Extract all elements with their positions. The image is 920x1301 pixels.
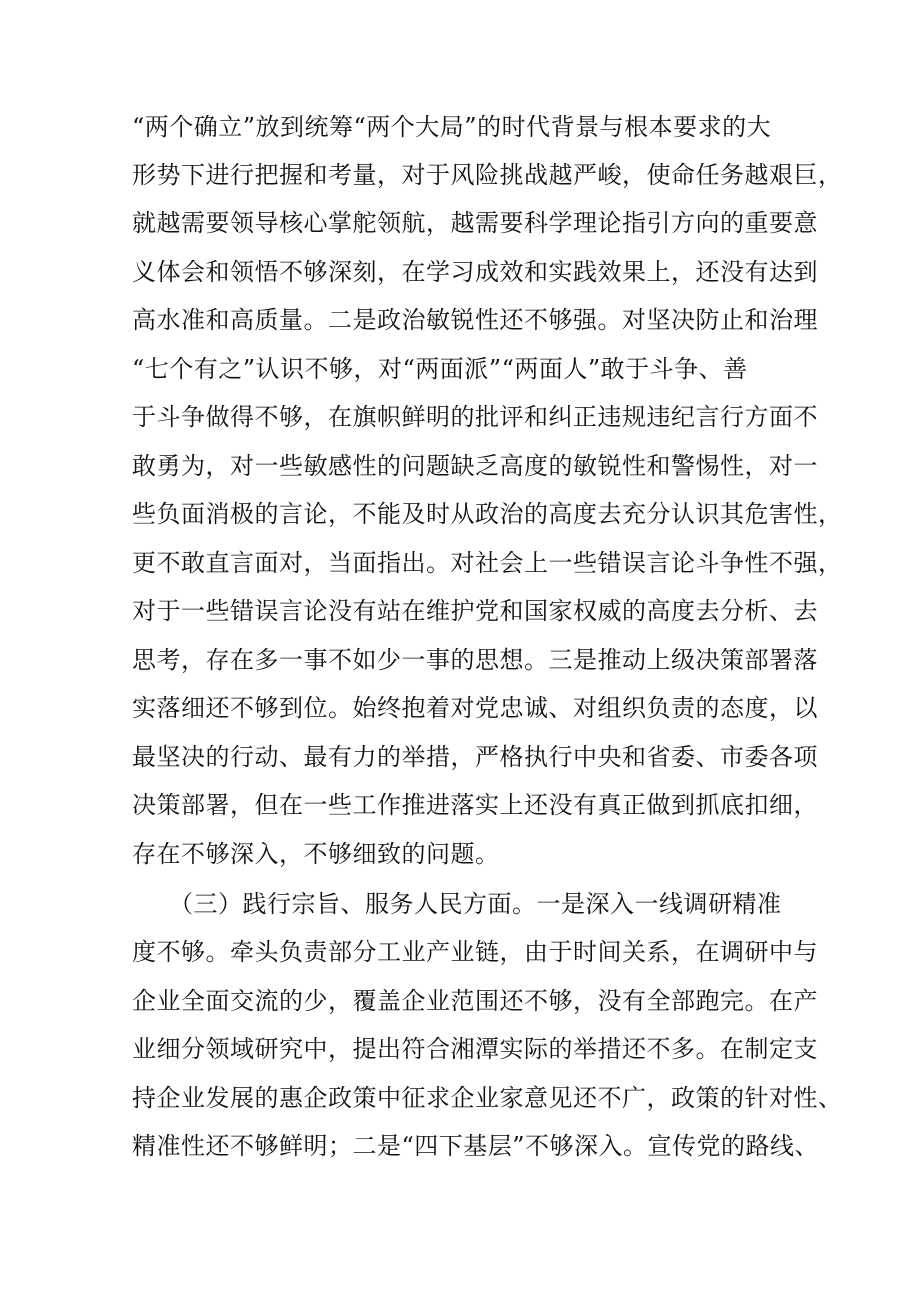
text-line: 对于一些错误言论没有站在维护党和国家权威的高度去分析、去 bbox=[132, 597, 818, 625]
text-line: 存在不够深入，不够细致的问题。 bbox=[132, 840, 500, 868]
text-line: “两个确立”放到统筹“两个大局”的时代背景与根本要求的大 bbox=[132, 113, 772, 141]
text-line: 就越需要领导核心掌舵领航，越需要科学理论指引方向的重要意 bbox=[132, 209, 818, 237]
text-line: 度不够。牵头负责部分工业产业链，由于时间关系，在调研中与 bbox=[132, 938, 818, 966]
text-line: 思考，存在多一事不如少一事的思想。三是推动上级决策部署落 bbox=[132, 646, 818, 674]
text-line: 更不敢直言面对，当面指出。对社会上一些错误言论斗争性不强， bbox=[132, 549, 843, 577]
text-line: 企业全面交流的少，覆盖企业范围还不够，没有全部跑完。在产 bbox=[132, 987, 818, 1015]
text-line: 决策部署，但在一些工作推进落实上还没有真正做到抓底扣细， bbox=[132, 791, 818, 819]
text-line: 义体会和领悟不够深刻，在学习成效和实践效果上，还没有达到 bbox=[132, 258, 818, 286]
text-line: 业细分领域研究中，提出符合湘潭实际的举措还不多。在制定支 bbox=[132, 1035, 818, 1063]
text-line: “七个有之”认识不够，对“两面派”“两面人”敢于斗争、善 bbox=[132, 355, 748, 383]
text-line: 些负面消极的言论，不能及时从政治的高度去充分认识其危害性， bbox=[132, 500, 843, 528]
text-line: 于斗争做得不够，在旗帜鲜明的批评和纠正违规违纪言行方面不 bbox=[132, 403, 818, 431]
text-line: 精准性还不够鲜明；二是“四下基层”不够深入。宣传党的路线、 bbox=[132, 1132, 820, 1160]
text-line: 高水准和高质量。二是政治敏锐性还不够强。对坚决防止和治理 bbox=[132, 306, 818, 334]
text-line: 敢勇为，对一些敏感性的问题缺乏高度的敏锐性和警惕性，对一 bbox=[132, 452, 818, 480]
text-line: 形势下进行把握和考量，对于风险挑战越严峻，使命任务越艰巨， bbox=[132, 161, 843, 189]
text-line: （三）践行宗旨、服务人民方面。一是深入一线调研精准 bbox=[132, 890, 782, 918]
text-line: 持企业发展的惠企政策中征求企业家意见还不广，政策的针对性、 bbox=[132, 1084, 843, 1112]
text-line: 最坚决的行动、最有力的举措，严格执行中央和省委、市委各项 bbox=[132, 743, 818, 771]
text-line: 实落细还不够到位。始终抱着对党忠诚、对组织负责的态度，以 bbox=[132, 694, 818, 722]
